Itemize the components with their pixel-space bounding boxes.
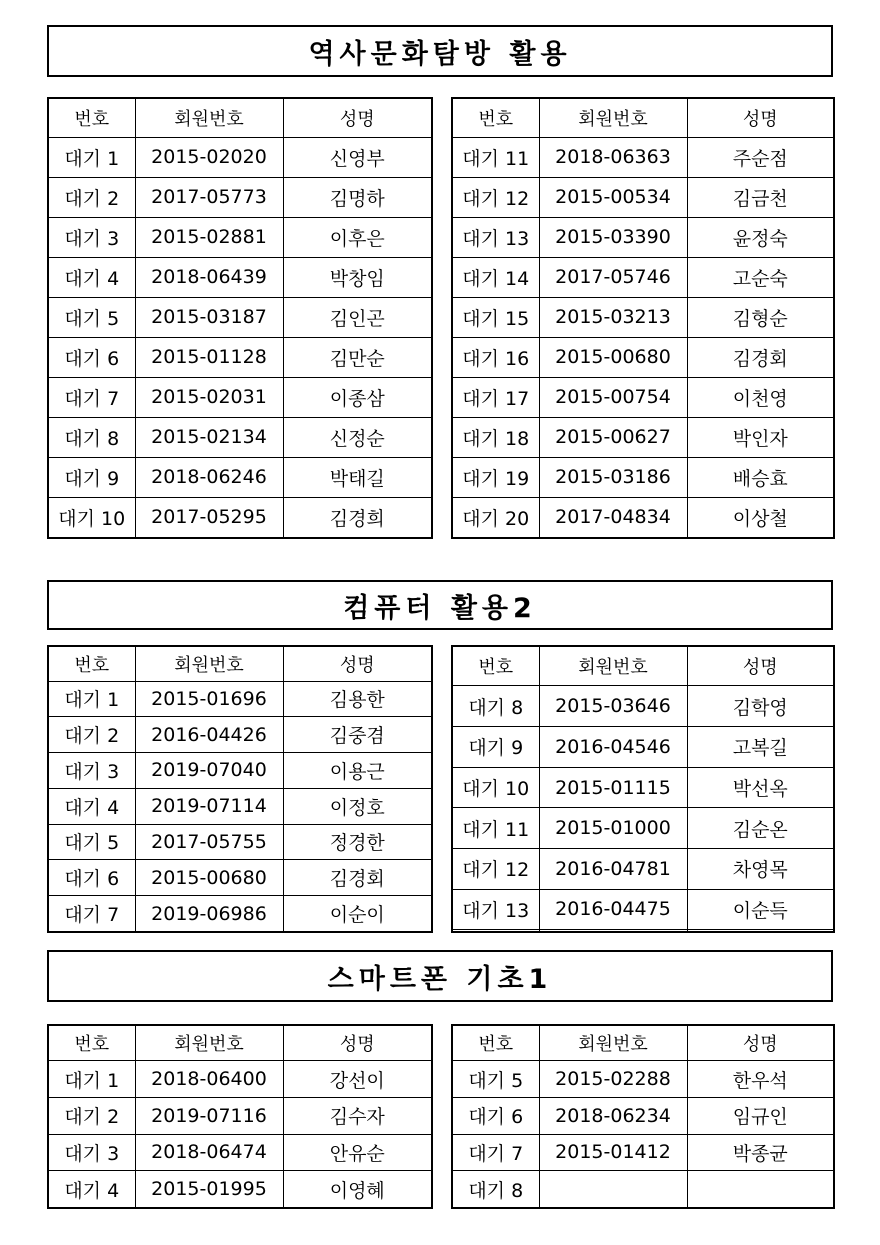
cell-number: 대기 9 (48, 457, 135, 497)
header-name: 성명 (283, 98, 432, 137)
cell-member-id (539, 930, 687, 932)
table-row (452, 767, 834, 808)
header-number: 번호 (48, 646, 135, 681)
cell-name: 이종삼 (283, 377, 432, 417)
table-row (452, 1061, 834, 1098)
cell-member-id: 2019-07116 (135, 1098, 283, 1135)
cell-name: 한우석 (687, 1061, 834, 1098)
cell-name: 차영목 (687, 848, 834, 889)
cell-member-id: 2017-05746 (539, 257, 687, 297)
cell-name: 고복길 (687, 727, 834, 768)
computer-table-right (451, 645, 835, 933)
cell-member-id: 2015-00627 (539, 417, 687, 457)
cell-member-id: 2019-07040 (135, 753, 283, 789)
cell-member-id: 2018-06246 (135, 457, 283, 497)
cell-number (452, 930, 539, 932)
cell-number: 대기 2 (48, 717, 135, 753)
table-row (452, 686, 834, 727)
cell-member-id: 2015-02288 (539, 1061, 687, 1098)
cell-member-id: 2015-03187 (135, 297, 283, 337)
cell-member-id: 2019-07114 (135, 788, 283, 824)
cell-number: 대기 9 (452, 727, 539, 768)
cell-number: 대기 8 (48, 417, 135, 457)
cell-member-id: 2018-06474 (135, 1134, 283, 1171)
cell-name: 이순득 (687, 889, 834, 930)
cell-number: 대기 5 (48, 824, 135, 860)
header-member-id: 회원번호 (539, 646, 687, 686)
cell-number: 대기 15 (452, 297, 539, 337)
table-row (452, 297, 834, 337)
cell-member-id: 2015-00680 (539, 337, 687, 377)
table-row (48, 297, 432, 337)
cell-number: 대기 3 (48, 217, 135, 257)
cell-number: 대기 1 (48, 137, 135, 177)
cell-member-id: 2017-05295 (135, 497, 283, 538)
cell-name: 이상철 (687, 497, 834, 538)
cell-name: 이천영 (687, 377, 834, 417)
cell-number: 대기 20 (452, 497, 539, 538)
table-row (452, 417, 834, 457)
cell-member-id: 2015-01000 (539, 808, 687, 849)
header-row (48, 1025, 432, 1061)
header-member-id: 회원번호 (539, 98, 687, 137)
header-name: 성명 (687, 1025, 834, 1061)
table-row (48, 257, 432, 297)
cell-number: 대기 7 (48, 377, 135, 417)
cell-member-id: 2015-00754 (539, 377, 687, 417)
cell-number: 대기 11 (452, 808, 539, 849)
table-row (452, 1171, 834, 1208)
table-row (452, 808, 834, 849)
cell-number: 대기 17 (452, 377, 539, 417)
cell-number: 대기 4 (48, 257, 135, 297)
table-row (452, 727, 834, 768)
cell-number: 대기 4 (48, 1171, 135, 1208)
cell-name: 안유순 (283, 1134, 432, 1171)
cell-member-id: 2015-03186 (539, 457, 687, 497)
cell-name: 이정호 (283, 788, 432, 824)
cell-name: 박선옥 (687, 767, 834, 808)
cell-number: 대기 19 (452, 457, 539, 497)
cell-name: 박창임 (283, 257, 432, 297)
cell-name: 김명하 (283, 177, 432, 217)
cell-name: 이영혜 (283, 1171, 432, 1208)
header-number: 번호 (452, 98, 539, 137)
cell-member-id: 2019-06986 (135, 896, 283, 932)
table-row (48, 1134, 432, 1171)
cell-name: 주순점 (687, 137, 834, 177)
table-row (48, 1098, 432, 1135)
cell-number: 대기 10 (452, 767, 539, 808)
cell-member-id: 2015-00680 (135, 860, 283, 896)
cell-name: 김경회 (687, 337, 834, 377)
section-title-computer: 컴퓨터 활용2 (47, 580, 833, 630)
cell-member-id: 2015-02020 (135, 137, 283, 177)
cell-number: 대기 18 (452, 417, 539, 457)
cell-number: 대기 6 (48, 337, 135, 377)
cell-number: 대기 10 (48, 497, 135, 538)
cell-name: 김경회 (283, 860, 432, 896)
cell-member-id: 2015-01128 (135, 337, 283, 377)
table-row (48, 896, 432, 932)
cell-member-id: 2015-03213 (539, 297, 687, 337)
cell-name: 임규인 (687, 1098, 834, 1135)
table-row (452, 889, 834, 930)
cell-member-id: 2017-05773 (135, 177, 283, 217)
cell-number: 대기 13 (452, 889, 539, 930)
header-name: 성명 (687, 98, 834, 137)
header-row (48, 646, 432, 681)
cell-name: 김경희 (283, 497, 432, 538)
cell-name (687, 930, 834, 932)
header-name: 성명 (687, 646, 834, 686)
header-name: 성명 (283, 1025, 432, 1061)
header-row (452, 646, 834, 686)
cell-member-id: 2015-03390 (539, 217, 687, 257)
header-number: 번호 (48, 1025, 135, 1061)
header-member-id: 회원번호 (135, 1025, 283, 1061)
header-row (452, 98, 834, 137)
cell-name: 김중겸 (283, 717, 432, 753)
cell-name: 이순이 (283, 896, 432, 932)
cell-name: 김학영 (687, 686, 834, 727)
cell-name: 김형순 (687, 297, 834, 337)
cell-number: 대기 2 (48, 1098, 135, 1135)
table-row (48, 753, 432, 789)
cell-number: 대기 8 (452, 1171, 539, 1208)
table-row (48, 788, 432, 824)
cell-number: 대기 12 (452, 177, 539, 217)
table-row (48, 377, 432, 417)
cell-number: 대기 6 (452, 1098, 539, 1135)
header-member-id: 회원번호 (135, 646, 283, 681)
cell-number: 대기 16 (452, 337, 539, 377)
table-row (48, 1171, 432, 1208)
cell-name: 신정순 (283, 417, 432, 457)
cell-member-id: 2018-06363 (539, 137, 687, 177)
computer-table-left (47, 645, 433, 933)
cell-number: 대기 3 (48, 753, 135, 789)
cell-member-id: 2015-00534 (539, 177, 687, 217)
table-row (452, 930, 834, 932)
cell-member-id: 2018-06439 (135, 257, 283, 297)
header-number: 번호 (452, 1025, 539, 1061)
cell-name: 박태길 (283, 457, 432, 497)
cell-number: 대기 14 (452, 257, 539, 297)
table-row (452, 337, 834, 377)
table-row (48, 457, 432, 497)
table-row (452, 137, 834, 177)
cell-number: 대기 1 (48, 681, 135, 717)
header-member-id: 회원번호 (539, 1025, 687, 1061)
cell-name: 김수자 (283, 1098, 432, 1135)
cell-number: 대기 6 (48, 860, 135, 896)
cell-name: 박종균 (687, 1134, 834, 1171)
table-row (48, 137, 432, 177)
table-row (452, 177, 834, 217)
cell-name: 배승효 (687, 457, 834, 497)
table-row (48, 681, 432, 717)
cell-member-id: 2018-06400 (135, 1061, 283, 1098)
table-row (48, 337, 432, 377)
cell-number: 대기 1 (48, 1061, 135, 1098)
cell-member-id: 2015-01412 (539, 1134, 687, 1171)
table-row (48, 1061, 432, 1098)
cell-member-id: 2016-04546 (539, 727, 687, 768)
cell-name: 이용근 (283, 753, 432, 789)
cell-member-id: 2015-01115 (539, 767, 687, 808)
cell-number: 대기 7 (452, 1134, 539, 1171)
cell-name: 김용한 (283, 681, 432, 717)
cell-member-id: 2015-02134 (135, 417, 283, 457)
cell-member-id: 2015-01995 (135, 1171, 283, 1208)
table-row (452, 257, 834, 297)
cell-number: 대기 3 (48, 1134, 135, 1171)
cell-member-id: 2015-03646 (539, 686, 687, 727)
cell-name: 김인곤 (283, 297, 432, 337)
cell-member-id: 2016-04475 (539, 889, 687, 930)
cell-name (687, 1171, 834, 1208)
header-member-id: 회원번호 (135, 98, 283, 137)
cell-name: 김순온 (687, 808, 834, 849)
smartphone-table-left (47, 1024, 433, 1209)
table-row (452, 1134, 834, 1171)
header-name: 성명 (283, 646, 432, 681)
cell-name: 김만순 (283, 337, 432, 377)
table-row (452, 848, 834, 889)
cell-name: 신영부 (283, 137, 432, 177)
cell-member-id: 2016-04781 (539, 848, 687, 889)
section-title-history: 역사문화탐방 활용 (47, 25, 833, 77)
table-row (48, 717, 432, 753)
table-row (452, 497, 834, 538)
table-row (48, 217, 432, 257)
cell-name: 윤정숙 (687, 217, 834, 257)
cell-number: 대기 13 (452, 217, 539, 257)
table-row (48, 824, 432, 860)
cell-number: 대기 5 (452, 1061, 539, 1098)
cell-name: 강선이 (283, 1061, 432, 1098)
cell-name: 이후은 (283, 217, 432, 257)
cell-member-id: 2016-04426 (135, 717, 283, 753)
cell-number: 대기 4 (48, 788, 135, 824)
cell-number: 대기 11 (452, 137, 539, 177)
cell-number: 대기 5 (48, 297, 135, 337)
history-table-left (47, 97, 433, 539)
table-row (452, 217, 834, 257)
table-row (452, 377, 834, 417)
cell-member-id: 2015-02031 (135, 377, 283, 417)
cell-name: 정경한 (283, 824, 432, 860)
cell-member-id: 2015-02881 (135, 217, 283, 257)
smartphone-table-right (451, 1024, 835, 1209)
table-row (48, 417, 432, 457)
section-title-smartphone: 스마트폰 기초1 (47, 950, 833, 1002)
cell-member-id: 2015-01696 (135, 681, 283, 717)
cell-name: 고순숙 (687, 257, 834, 297)
cell-name: 박인자 (687, 417, 834, 457)
cell-number: 대기 7 (48, 896, 135, 932)
cell-number: 대기 8 (452, 686, 539, 727)
table-row (48, 177, 432, 217)
cell-number: 대기 2 (48, 177, 135, 217)
header-row (48, 98, 432, 137)
cell-number: 대기 12 (452, 848, 539, 889)
table-row (48, 497, 432, 538)
cell-member-id: 2018-06234 (539, 1098, 687, 1135)
cell-member-id: 2017-05755 (135, 824, 283, 860)
cell-name: 김금천 (687, 177, 834, 217)
header-number: 번호 (452, 646, 539, 686)
cell-member-id: 2017-04834 (539, 497, 687, 538)
table-row (48, 860, 432, 896)
header-row (452, 1025, 834, 1061)
cell-member-id (539, 1171, 687, 1208)
table-row (452, 1098, 834, 1135)
history-table-right (451, 97, 835, 539)
header-number: 번호 (48, 98, 135, 137)
table-row (452, 457, 834, 497)
